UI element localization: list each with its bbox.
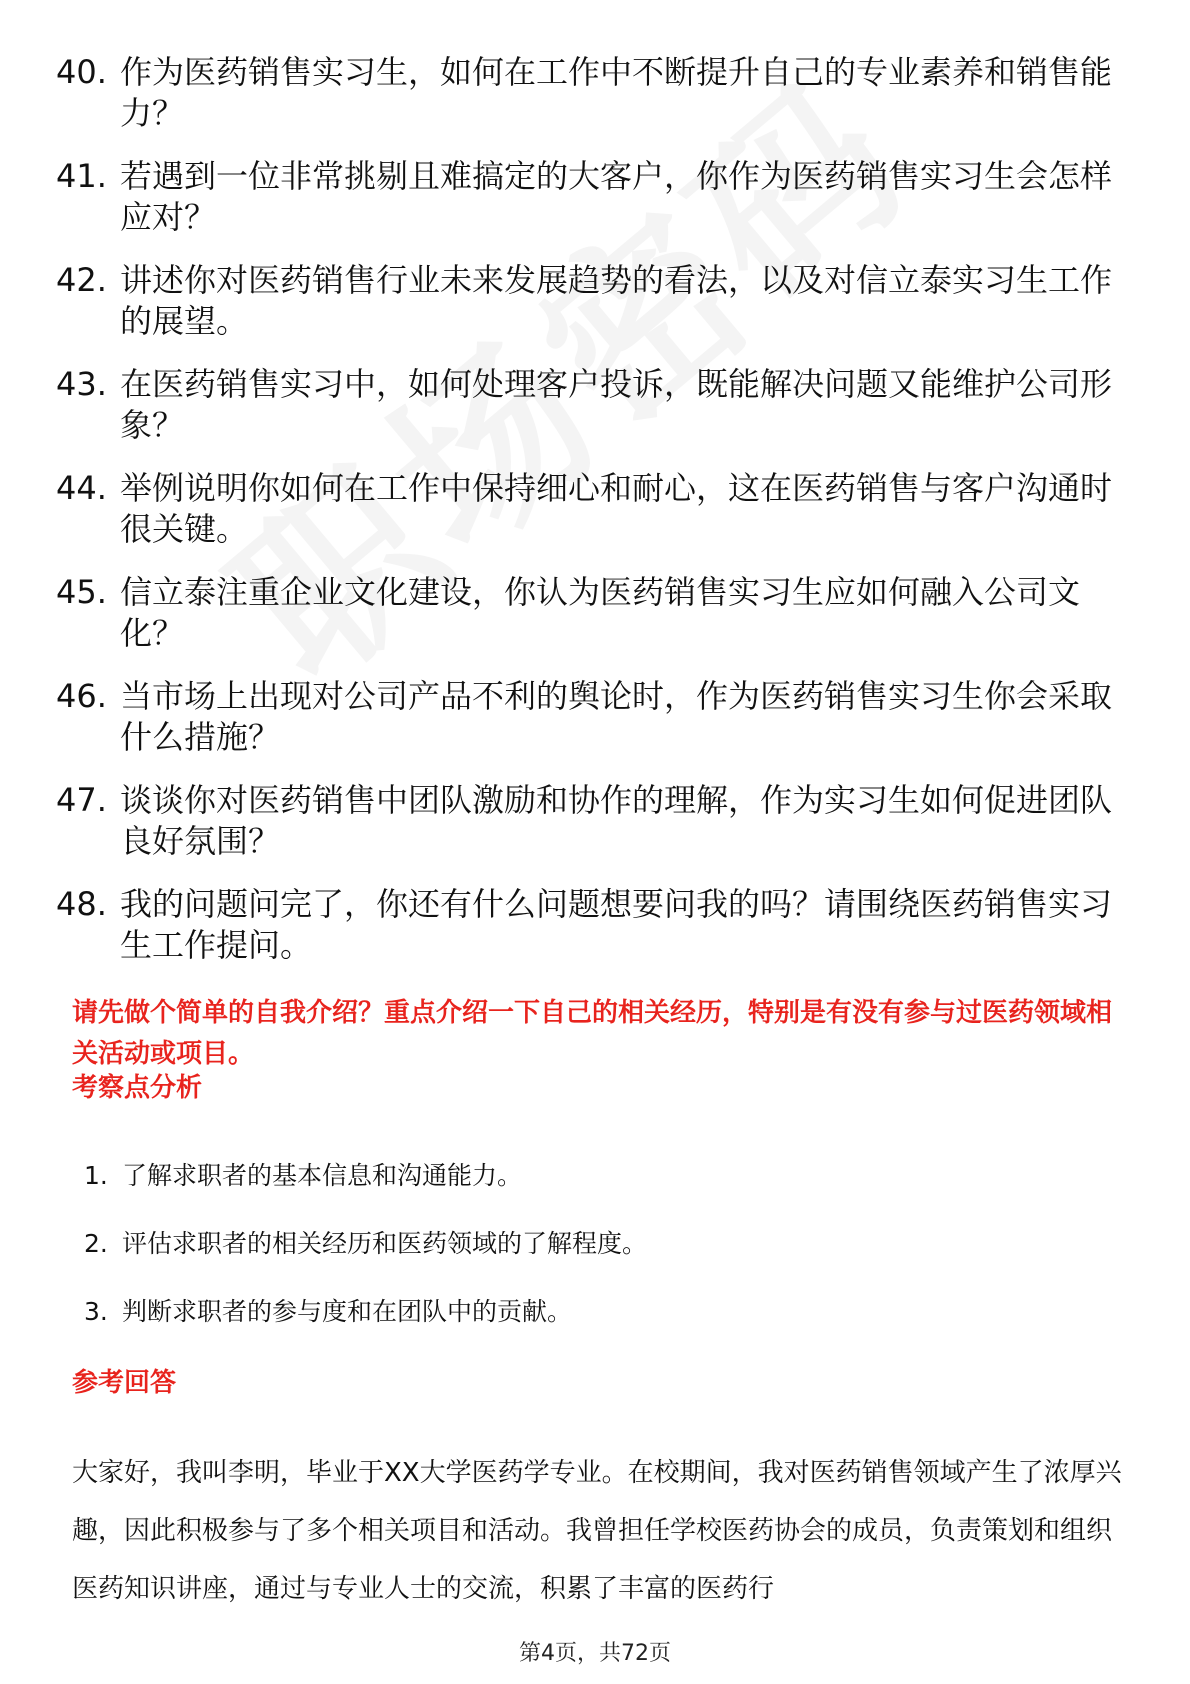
question-number: 45. <box>56 573 107 611</box>
featured-question: 请先做个简单的自我介绍？重点介绍一下自己的相关经历，特别是有没有参与过医药领域相关活动或项目。 <box>72 998 1113 1069</box>
analysis-item <box>84 1295 647 1329</box>
answer-paragraph: 大家好，我叫李明，毕业于XX大学医药学专业。在校期间，我对医药销售领域产生了浓厚兴趣，因此积极参与了多个相关项目和活动。我曾担任学校医药协会的成员，负责策划和组织医药知识讲座，通过与专业人士的交流，积累了丰富的医药行 <box>72 1458 1122 1604</box>
question-item <box>56 156 1136 238</box>
analysis-list <box>84 1159 647 1363</box>
analysis-item <box>84 1159 647 1193</box>
question-item <box>56 780 1136 862</box>
analysis-heading: 考察点分析 <box>72 1073 203 1103</box>
analysis-number: 2. <box>84 1229 108 1258</box>
question-number: 47. <box>56 781 107 819</box>
analysis-number: 1. <box>84 1161 108 1190</box>
question-number: 41. <box>56 157 107 195</box>
question-item <box>56 468 1136 550</box>
question-item <box>56 52 1136 134</box>
question-item <box>56 260 1136 342</box>
question-text: 若遇到一位非常挑剔且难搞定的大客户，你作为医药销售实习生会怎样应对？ <box>120 157 1113 236</box>
question-item <box>56 884 1136 966</box>
analysis-item <box>84 1227 647 1261</box>
question-text: 谈谈你对医药销售中团队激励和协作的理解，作为实习生如何促进团队良好氛围？ <box>120 781 1113 860</box>
question-item <box>56 364 1136 446</box>
question-number: 42. <box>56 261 107 299</box>
question-number: 40. <box>56 53 107 91</box>
question-text: 信立泰注重企业文化建设，你认为医药销售实习生应如何融入公司文化？ <box>120 573 1081 652</box>
question-text: 讲述你对医药销售行业未来发展趋势的看法，以及对信立泰实习生工作的展望。 <box>120 261 1113 340</box>
question-list <box>56 52 1136 988</box>
question-number: 43. <box>56 365 107 403</box>
analysis-text: 评估求职者的相关经历和医药领域的了解程度。 <box>122 1229 648 1258</box>
analysis-text: 了解求职者的基本信息和沟通能力。 <box>122 1161 523 1190</box>
question-text: 在医药销售实习中，如何处理客户投诉，既能解决问题又能维护公司形象？ <box>120 365 1113 444</box>
question-item <box>56 572 1136 654</box>
question-text: 作为医药销售实习生，如何在工作中不断提升自己的专业素养和销售能力？ <box>120 53 1113 132</box>
question-text: 举例说明你如何在工作中保持细心和耐心，这在医药销售与客户沟通时很关键。 <box>120 469 1113 548</box>
question-item <box>56 676 1136 758</box>
analysis-text: 判断求职者的参与度和在团队中的贡献。 <box>122 1297 573 1326</box>
question-text: 当市场上出现对公司产品不利的舆论时，作为医药销售实习生你会采取什么措施？ <box>120 677 1113 756</box>
question-number: 44. <box>56 469 107 507</box>
page-footer: 第4页，共72页 <box>519 1641 671 1666</box>
question-number: 48. <box>56 885 107 923</box>
analysis-number: 3. <box>84 1297 108 1326</box>
question-number: 46. <box>56 677 107 715</box>
question-text: 我的问题问完了，你还有什么问题想要问我的吗？请围绕医药销售实习生工作提问。 <box>120 885 1113 964</box>
answer-heading: 参考回答 <box>72 1368 177 1398</box>
